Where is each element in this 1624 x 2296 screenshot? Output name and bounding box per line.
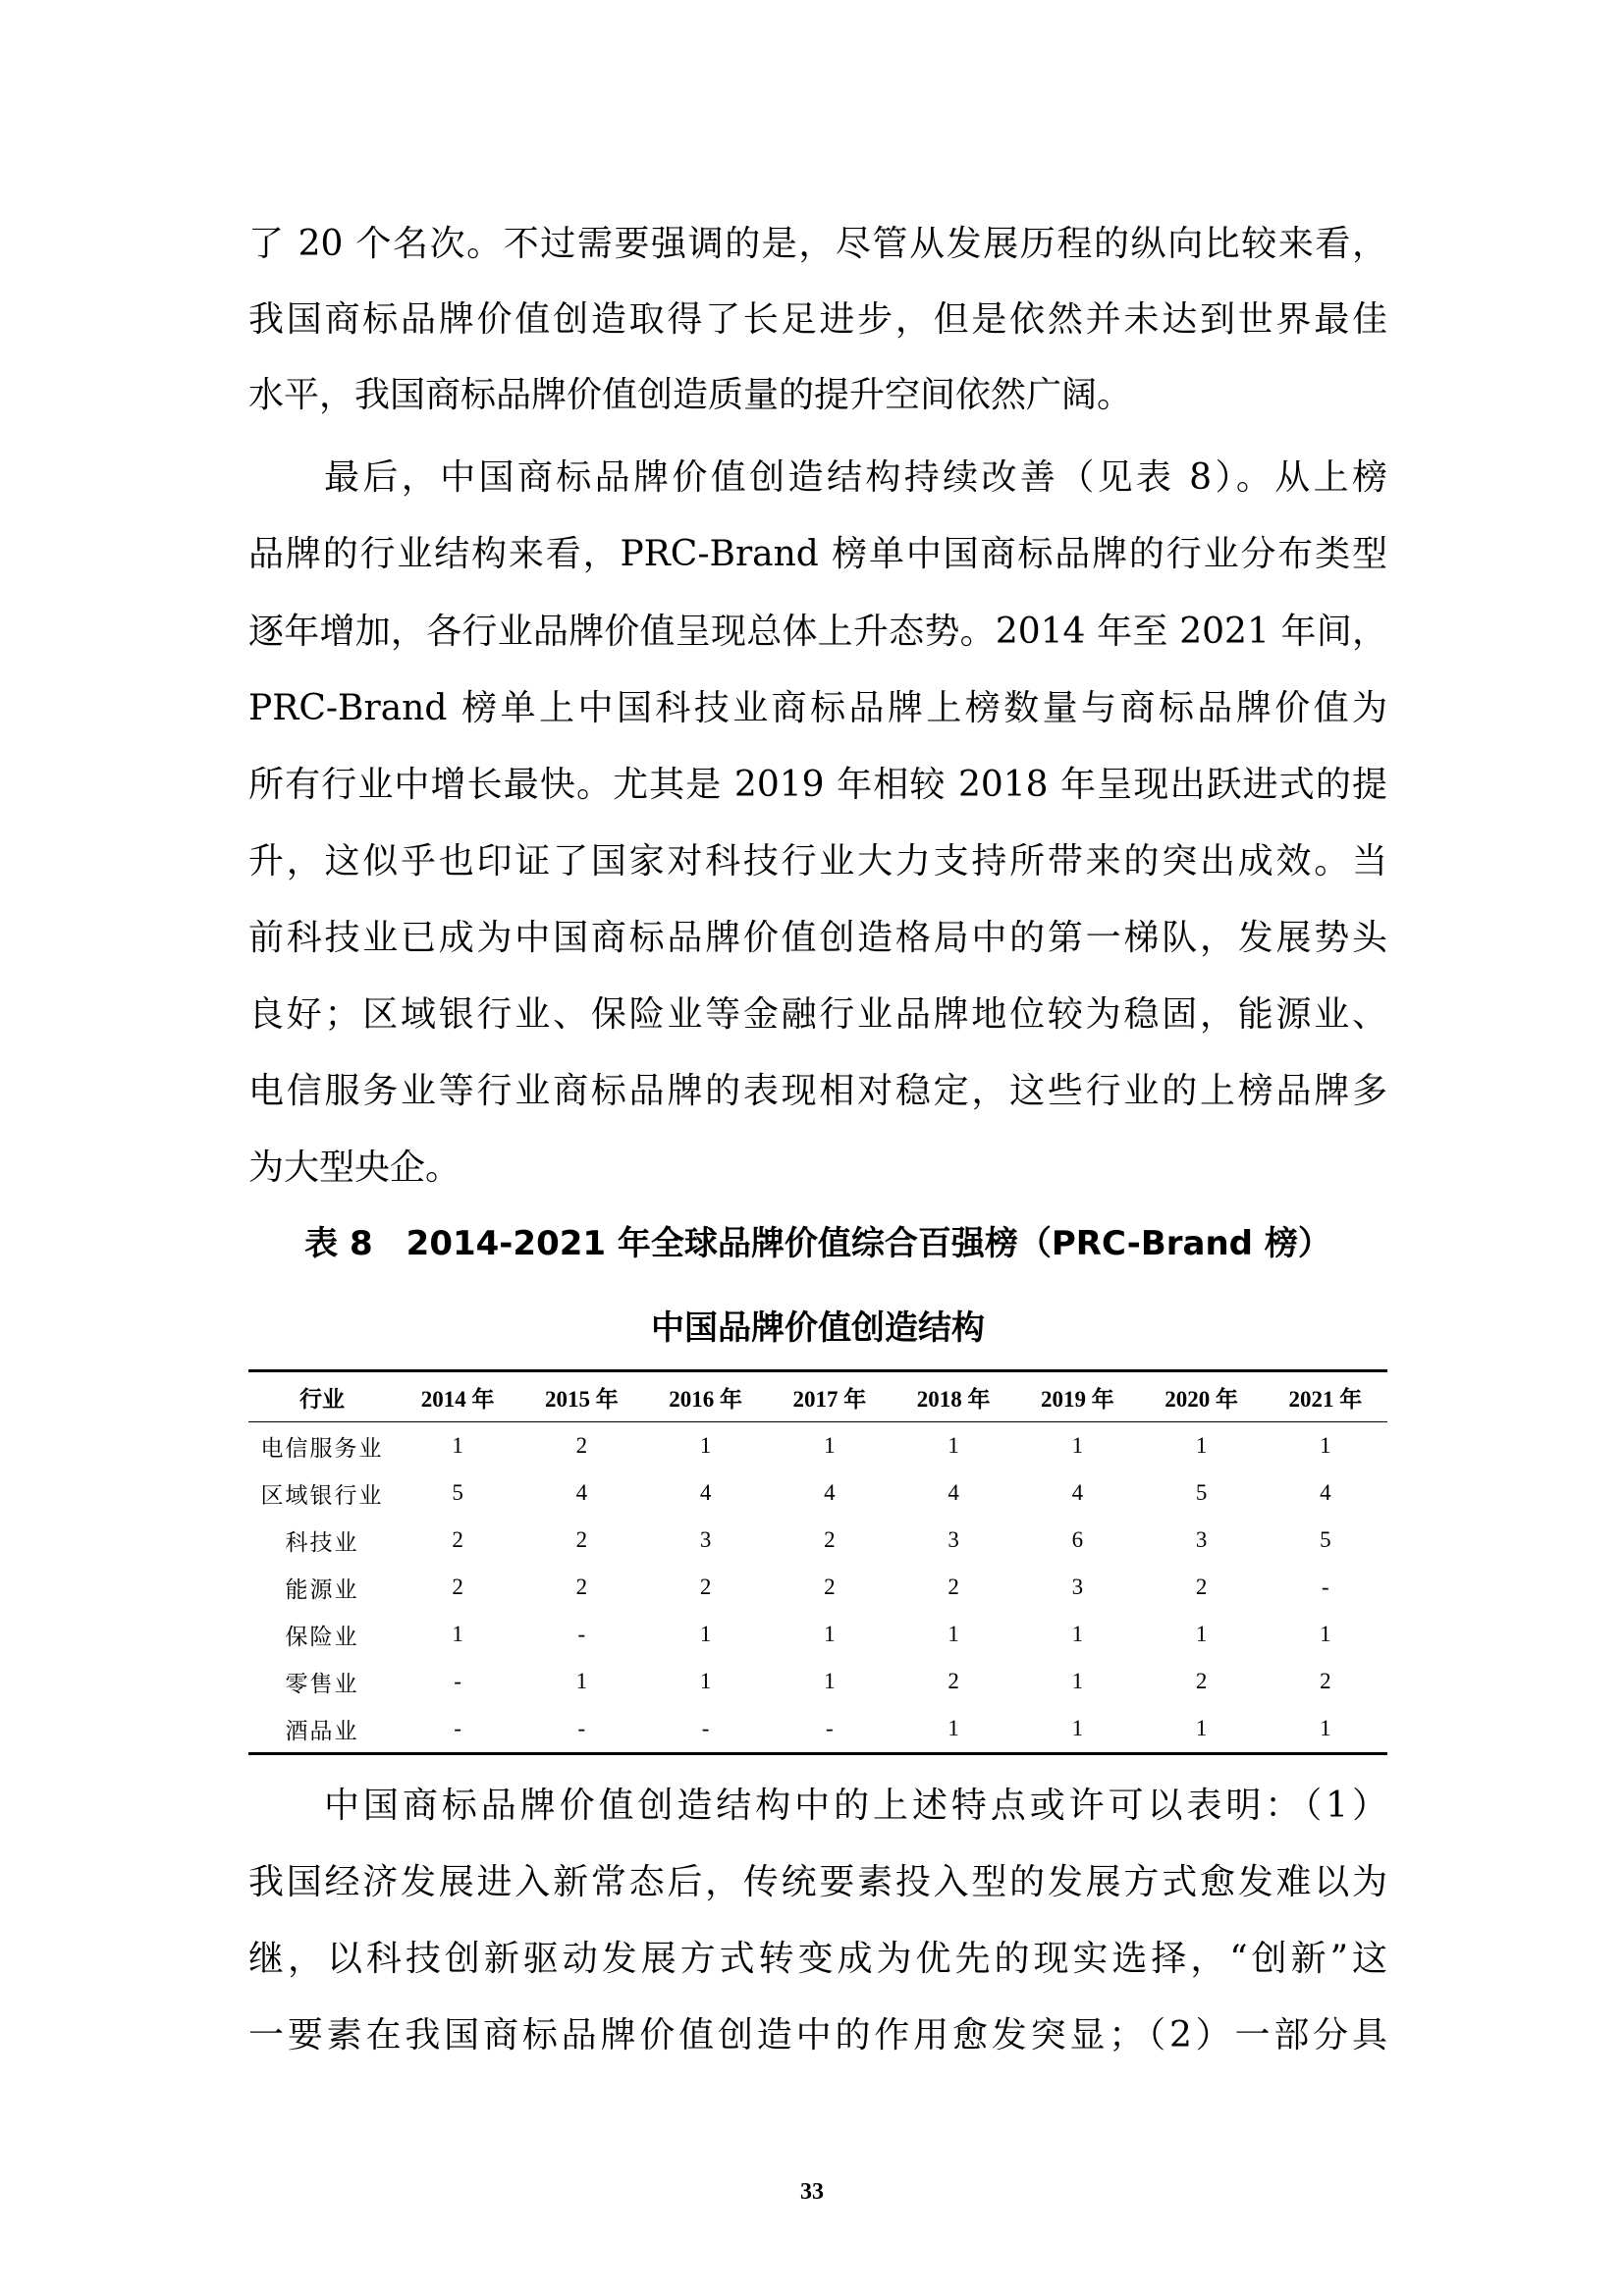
table-cell: 2: [699, 1575, 712, 1599]
table-cell: 5: [452, 1480, 463, 1505]
industry-cell: 电信服务业: [260, 1435, 384, 1461]
industry-cell: 能源业: [285, 1576, 359, 1602]
table-cell: 3: [1071, 1575, 1084, 1599]
column-header: 2020 年: [1164, 1386, 1238, 1412]
column-header: 行业: [299, 1386, 345, 1412]
table-subcaption: 中国品牌价值创造结构: [651, 1308, 985, 1348]
table-cell: -: [577, 1716, 586, 1740]
table-row: [248, 1705, 1387, 1754]
table-cell: 1: [1071, 1433, 1084, 1458]
table-cell: 2: [575, 1433, 588, 1458]
column-header: 2017 年: [792, 1386, 867, 1412]
table-cell: 1: [452, 1622, 463, 1646]
table-cell: 4: [947, 1480, 959, 1505]
table-cell: 1: [824, 1622, 836, 1646]
table-cell: -: [1322, 1575, 1329, 1599]
table-cell: 2: [947, 1575, 959, 1599]
text-line: 升，这似乎也印证了国家对科技行业大力支持所带来的突出成效。当: [248, 841, 1387, 881]
text-line: PRC-Brand 榜单上中国科技业商标品牌上榜数量与商标品牌价值为: [248, 688, 1387, 728]
text-line: 我国商标品牌价值创造取得了长足进步，但是依然并未达到世界最佳: [248, 299, 1387, 340]
table-cell: 2: [575, 1527, 588, 1552]
text-line: 继，以科技创新驱动发展方式转变成为优先的现实选择，“创新”这: [248, 1939, 1387, 1979]
text-line: 最后，中国商标品牌价值创造结构持续改善（见表 8）。从上榜: [324, 457, 1387, 498]
column-header: 2016 年: [669, 1386, 742, 1412]
industry-cell: 区域银行业: [260, 1482, 384, 1508]
table-cell: 3: [1195, 1527, 1208, 1552]
text-line: 为大型央企。: [248, 1148, 461, 1188]
table-cell: 1: [1071, 1669, 1084, 1693]
table-cell: 1: [1320, 1433, 1331, 1458]
table-cell: 2: [1195, 1669, 1208, 1693]
table-cell: 1: [699, 1433, 712, 1458]
table-row: [248, 1564, 1387, 1611]
table-cell: -: [454, 1716, 461, 1740]
table-cell: 3: [947, 1527, 959, 1552]
industry-cell: 保险业: [285, 1624, 359, 1649]
table-cell: 1: [1195, 1622, 1208, 1646]
table-cell: 1: [1195, 1716, 1208, 1740]
text-line: 前科技业已成为中国商标品牌价值创造格局中的第一梯队，发展势头: [248, 918, 1387, 958]
column-header: 2014 年: [420, 1386, 495, 1412]
table-cell: 1: [1071, 1622, 1084, 1646]
table-cell: -: [454, 1669, 461, 1693]
table-cell: 5: [1195, 1480, 1208, 1505]
table-cell: 2: [824, 1527, 836, 1552]
table-cell: 1: [947, 1716, 959, 1740]
table-cell: 6: [1071, 1527, 1084, 1552]
table-row: [248, 1517, 1387, 1564]
column-header: 2018 年: [916, 1386, 991, 1412]
table-cell: 4: [575, 1480, 588, 1505]
table-cell: -: [826, 1716, 834, 1740]
table-cell: 3: [699, 1527, 712, 1552]
table-cell: -: [701, 1716, 710, 1740]
table-cell: 1: [947, 1433, 959, 1458]
table-cell: 1: [947, 1622, 959, 1646]
table-row: [248, 1469, 1387, 1517]
column-header: 2015 年: [545, 1386, 619, 1412]
table-row: [248, 1422, 1387, 1470]
table-cell: 1: [1320, 1716, 1331, 1740]
table-caption: 表 8 2014-2021 年全球品牌价值综合百强榜（PRC-Brand 榜）: [304, 1224, 1331, 1263]
table-cell: 1: [1195, 1433, 1208, 1458]
table-cell: 5: [1320, 1527, 1331, 1552]
text-line: 所有行业中增长最快。尤其是 2019 年相较 2018 年呈现出跃进式的提: [248, 765, 1387, 805]
table-cell: 2: [452, 1527, 463, 1552]
table-cell: 4: [824, 1480, 836, 1505]
table-row: [248, 1658, 1387, 1705]
table-cell: 4: [1320, 1480, 1331, 1505]
industry-table: [248, 1369, 1387, 1755]
page-number: 33: [800, 2179, 824, 2205]
table-cell: 1: [824, 1433, 836, 1458]
table-cell: -: [577, 1622, 586, 1646]
text-line: 了 20 个名次。不过需要强调的是，尽管从发展历程的纵向比较来看，: [248, 224, 1387, 264]
table-cell: 4: [1071, 1480, 1084, 1505]
table-cell: 2: [824, 1575, 836, 1599]
table-row: [248, 1611, 1387, 1658]
table-cell: 1: [575, 1669, 588, 1693]
column-header: 2021 年: [1288, 1386, 1363, 1412]
table-cell: 2: [575, 1575, 588, 1599]
text-line: 良好；区域银行业、保险业等金融行业品牌地位较为稳固，能源业、: [248, 994, 1387, 1035]
table-cell: 2: [1195, 1575, 1208, 1599]
table-cell: 1: [1071, 1716, 1084, 1740]
table-cell: 2: [947, 1669, 959, 1693]
industry-cell: 酒品业: [285, 1718, 359, 1743]
text-line: 逐年增加，各行业品牌价值呈现总体上升态势。2014 年至 2021 年间，: [248, 612, 1387, 652]
text-line: 一要素在我国商标品牌价值创造中的作用愈发突显；（2）一部分具: [248, 2015, 1387, 2056]
industry-cell: 科技业: [285, 1529, 359, 1555]
table-cell: 1: [1320, 1622, 1331, 1646]
column-header: 2019 年: [1041, 1386, 1114, 1412]
table-cell: 2: [1320, 1669, 1331, 1693]
table-cell: 1: [699, 1669, 712, 1693]
table-cell: 1: [452, 1433, 463, 1458]
text-line: 品牌的行业结构来看，PRC-Brand 榜单中国商标品牌的行业分布类型: [248, 534, 1387, 574]
table-cell: 4: [699, 1480, 712, 1505]
text-line: 电信服务业等行业商标品牌的表现相对稳定，这些行业的上榜品牌多: [248, 1071, 1387, 1111]
text-line: 我国经济发展进入新常态后，传统要素投入型的发展方式愈发难以为: [248, 1862, 1387, 1902]
table-cell: 1: [824, 1669, 836, 1693]
industry-cell: 零售业: [285, 1671, 359, 1696]
table-cell: 1: [699, 1622, 712, 1646]
table-header-row: [248, 1371, 1387, 1422]
table-cell: 2: [452, 1575, 463, 1599]
text-line: 中国商标品牌价值创造结构中的上述特点或许可以表明：（1）: [324, 1786, 1387, 1826]
text-line: 水平，我国商标品牌价值创造质量的提升空间依然广阔。: [248, 375, 1133, 415]
